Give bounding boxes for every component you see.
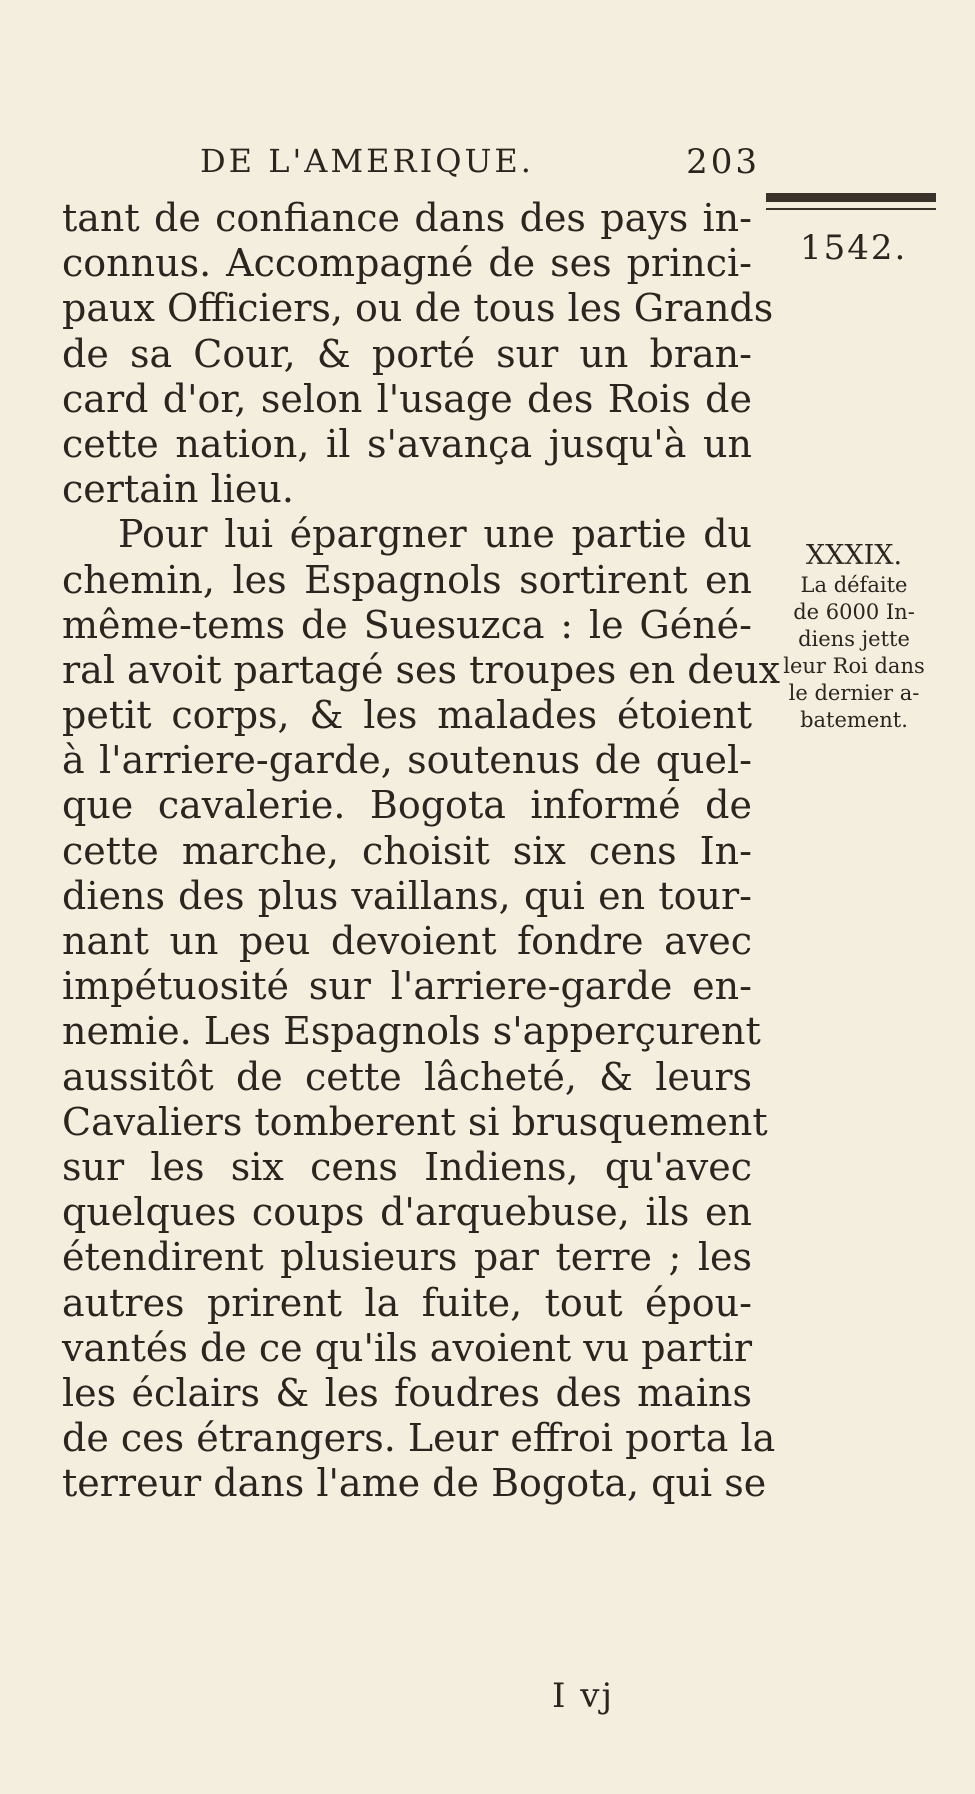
- text-line: cette nation, il s'avança jusqu'à un: [62, 421, 752, 466]
- margin-note: [764, 540, 944, 734]
- margin-note-number: XXXIX.: [805, 540, 903, 571]
- text-line: ral avoit partagé ses troupes en deux: [62, 647, 781, 692]
- text-line: diens des plus vaillans, qui en tour-: [62, 873, 752, 918]
- page-number: 203: [686, 142, 760, 182]
- text-line: impétuosité sur l'arriere-garde en-: [62, 964, 752, 1009]
- ornament-bar: [766, 193, 936, 202]
- margin-note-line: le dernier a-: [788, 681, 920, 705]
- text-line: les éclairs & les foudres des mains: [62, 1370, 752, 1415]
- page-header: [200, 142, 760, 192]
- margin-year: 1542.: [800, 228, 908, 268]
- margin-note-line: de 6000 In-: [793, 600, 915, 624]
- margin-note-line: La défaite: [800, 573, 908, 597]
- text-line: cette marche, choisit six cens In-: [62, 828, 752, 873]
- text-line: petit corps, & les malades étoient: [62, 693, 752, 738]
- margin-note-line: diens jette: [798, 627, 910, 651]
- text-line: même-tems de Suesuzca : le Géné-: [62, 602, 752, 647]
- text-line: tant de confiance dans des pays in-: [62, 196, 752, 240]
- text-line: Pour lui épargner une partie du: [118, 512, 752, 557]
- text-line: terreur dans l'ame de Bogota, qui se: [62, 1461, 767, 1506]
- text-line: connus. Accompagné de ses princi-: [62, 241, 752, 286]
- text-line: à l'arriere-garde, soutenus de quel-: [62, 738, 752, 783]
- text-line: Cavaliers tomberent si brusquement: [62, 1099, 768, 1144]
- text-line: quelques coups d'arquebuse, ils en: [62, 1190, 752, 1235]
- text-line: vantés de ce qu'ils avoient vu partir: [62, 1325, 753, 1370]
- text-line: de sa Cour, & porté sur un bran-: [62, 331, 752, 376]
- text-line: paux Officiers, ou de tous les Grands: [62, 286, 774, 331]
- margin-note-line: batement.: [800, 708, 908, 732]
- text-line: nant un peu devoient fondre avec: [62, 919, 752, 963]
- text-line: étendirent plusieurs par terre ; les: [62, 1235, 752, 1280]
- text-line: que cavalerie. Bogota informé de: [62, 783, 752, 828]
- text-line: nemie. Les Espagnols s'apperçurent: [62, 1009, 761, 1054]
- text-line: card d'or, selon l'usage des Rois de: [62, 376, 752, 421]
- body-text: [62, 196, 781, 1506]
- margin-note-line: leur Roi dans: [783, 654, 925, 678]
- text-line: sur les six cens Indiens, qu'avec: [62, 1144, 752, 1189]
- text-line: certain lieu.: [62, 467, 294, 512]
- text-line: aussitôt de cette lâcheté, & leurs: [62, 1054, 752, 1099]
- text-line: de ces étrangers. Leur effroi porta la: [62, 1416, 776, 1461]
- text-line: chemin, les Espagnols sortirent en: [62, 557, 752, 602]
- margin-ornament-rule: [766, 193, 936, 211]
- running-title: DE L'AMERIQUE.: [200, 142, 534, 180]
- ornament-line: [766, 208, 936, 210]
- text-line: autres prirent la fuite, tout épou-: [62, 1280, 752, 1325]
- signature-mark: I vj: [552, 1676, 614, 1716]
